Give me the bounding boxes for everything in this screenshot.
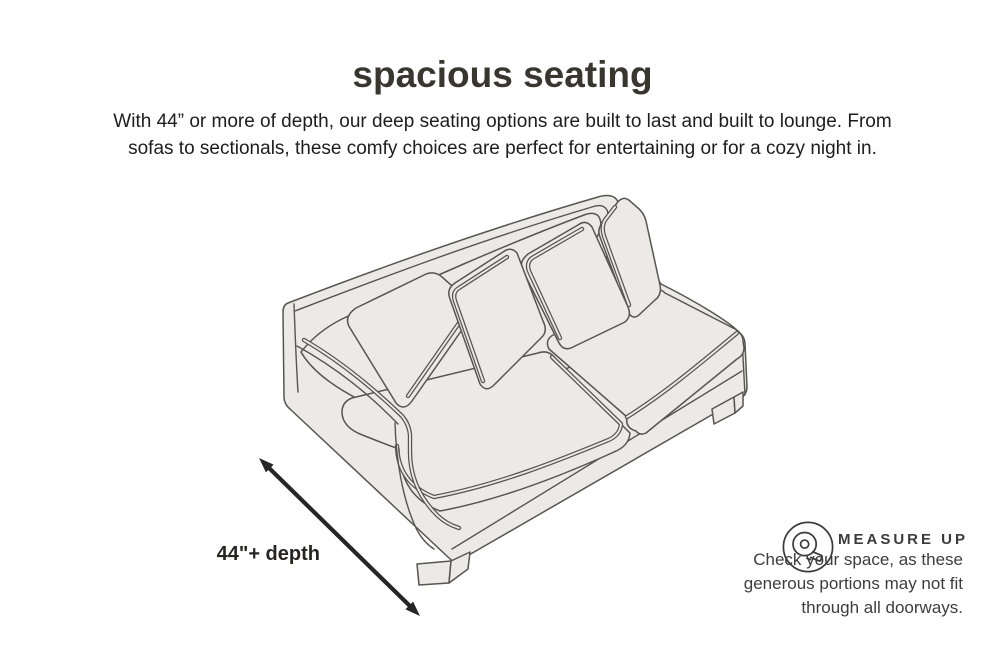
page-title: spacious seating bbox=[352, 54, 653, 95]
measure-up-note bbox=[690, 548, 963, 620]
measure-up-note-line-2: generous portions may not fit bbox=[743, 574, 963, 593]
intro-line-1: With 44” or more of depth, our deep seating options are built to last and built to lounge. From bbox=[113, 111, 892, 132]
depth-dimension-label: 44"+ depth bbox=[216, 543, 320, 565]
intro-line-2: sofas to sectionals, these comfy choices are perfect for entertaining or for a cozy night in. bbox=[128, 138, 877, 159]
measure-up-note-line-3: through all doorways. bbox=[801, 598, 963, 617]
measure-up-heading: MEASURE UP bbox=[838, 531, 969, 548]
measure-up-note-line-1: Check your space, as these bbox=[753, 550, 963, 569]
